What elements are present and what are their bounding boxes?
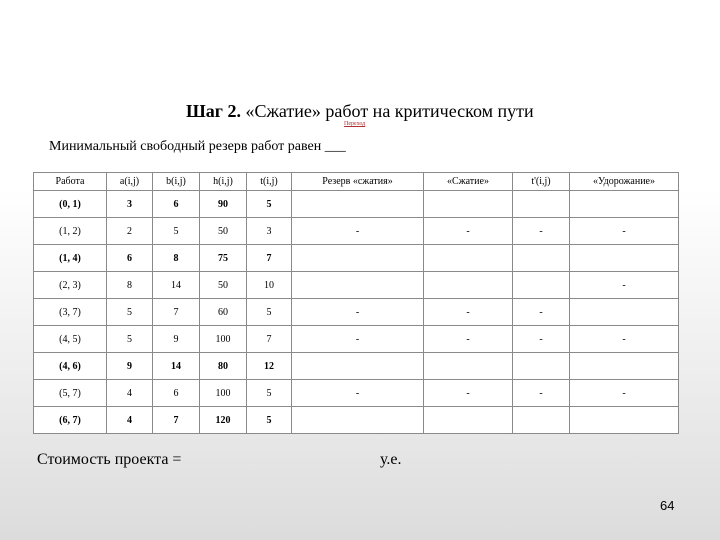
page-number: 64 [660,498,675,513]
header-cell: b(i,j) [153,173,200,191]
table-cell: (2, 3) [34,272,107,299]
table-cell: 5 [247,407,292,434]
table-cell: 9 [153,326,200,353]
table-cell: 120 [200,407,247,434]
table-cell [292,191,424,218]
table-row [34,272,679,299]
table-row [34,407,679,434]
transition-link[interactable]: Переход [344,121,366,127]
table-cell [570,191,679,218]
table-cell: 3 [107,191,153,218]
table-cell: 75 [200,245,247,272]
currency-label: у.е. [380,451,402,468]
subtitle: Минимальный свободный резерв работ равен ___ [49,139,346,154]
table-cell: (5, 7) [34,380,107,407]
table-cell: 5 [247,299,292,326]
table-cell: 60 [200,299,247,326]
table-cell: - [570,272,679,299]
table-cell [292,407,424,434]
table-cell [570,353,679,380]
table-cell [513,407,570,434]
table-cell [292,353,424,380]
table-cell: (1, 2) [34,218,107,245]
table-cell [424,272,513,299]
table-cell [424,353,513,380]
table-cell: 4 [107,407,153,434]
table-cell: - [424,326,513,353]
table-cell: 7 [153,299,200,326]
header-cell: t'(i,j) [513,173,570,191]
table-cell [513,353,570,380]
table-cell [570,245,679,272]
table-cell: - [513,299,570,326]
compression-table [33,172,679,434]
table-cell: 50 [200,272,247,299]
header-cell: Резерв «сжатия» [292,173,424,191]
table-cell: 80 [200,353,247,380]
table-cell: 10 [247,272,292,299]
title-step: Шаг 2. [186,101,241,121]
table-cell: 100 [200,380,247,407]
table-cell: 5 [107,326,153,353]
table-cell [513,272,570,299]
table-cell: 6 [107,245,153,272]
table-cell: 90 [200,191,247,218]
table-cell: 14 [153,353,200,380]
table-cell: 2 [107,218,153,245]
table-cell [424,245,513,272]
header-cell: h(i,j) [200,173,247,191]
table-cell: 5 [107,299,153,326]
project-cost-label: Стоимость проекта = [37,451,182,468]
table-cell: 7 [153,407,200,434]
table-cell: - [513,326,570,353]
table-cell: - [513,218,570,245]
header-cell: t(i,j) [247,173,292,191]
table-cell: 50 [200,218,247,245]
table-cell: 5 [247,191,292,218]
table-row [34,380,679,407]
table-cell: 6 [153,191,200,218]
table-cell: 8 [107,272,153,299]
table-row [34,245,679,272]
title-text: «Сжатие» работ на критическом пути [240,101,534,121]
table-cell: (4, 5) [34,326,107,353]
table-cell: 9 [107,353,153,380]
table-cell: - [292,299,424,326]
table-cell: - [292,218,424,245]
table-cell: - [513,380,570,407]
table-cell: (6, 7) [34,407,107,434]
table-cell [570,299,679,326]
table-row [34,191,679,218]
table-row [34,353,679,380]
table-cell: 100 [200,326,247,353]
table-cell: - [570,218,679,245]
table-cell: (3, 7) [34,299,107,326]
table-row [34,218,679,245]
table-cell: 8 [153,245,200,272]
header-cell: «Удорожание» [570,173,679,191]
header-cell: a(i,j) [107,173,153,191]
table-cell: (1, 4) [34,245,107,272]
table-cell [292,272,424,299]
table-cell [292,245,424,272]
table-cell: 5 [153,218,200,245]
table-cell: - [424,299,513,326]
table-cell [570,407,679,434]
slide-title [186,101,534,122]
table-cell: (4, 6) [34,353,107,380]
table-cell: 7 [247,326,292,353]
table-cell: 14 [153,272,200,299]
header-cell: Работа [34,173,107,191]
table-cell: (0, 1) [34,191,107,218]
header-cell: «Сжатие» [424,173,513,191]
table-cell [424,191,513,218]
table-header-row [34,173,679,191]
table-cell: 6 [153,380,200,407]
table-cell: 4 [107,380,153,407]
table-cell: 7 [247,245,292,272]
table-cell: - [424,218,513,245]
table-cell [513,245,570,272]
table-cell: - [292,326,424,353]
table-cell [424,407,513,434]
table-cell: - [292,380,424,407]
table-cell: - [570,326,679,353]
table-cell: 5 [247,380,292,407]
table-cell: 3 [247,218,292,245]
table-cell: - [424,380,513,407]
table-cell: - [570,380,679,407]
table-row [34,299,679,326]
table-row [34,326,679,353]
table-cell: 12 [247,353,292,380]
table-cell [513,191,570,218]
